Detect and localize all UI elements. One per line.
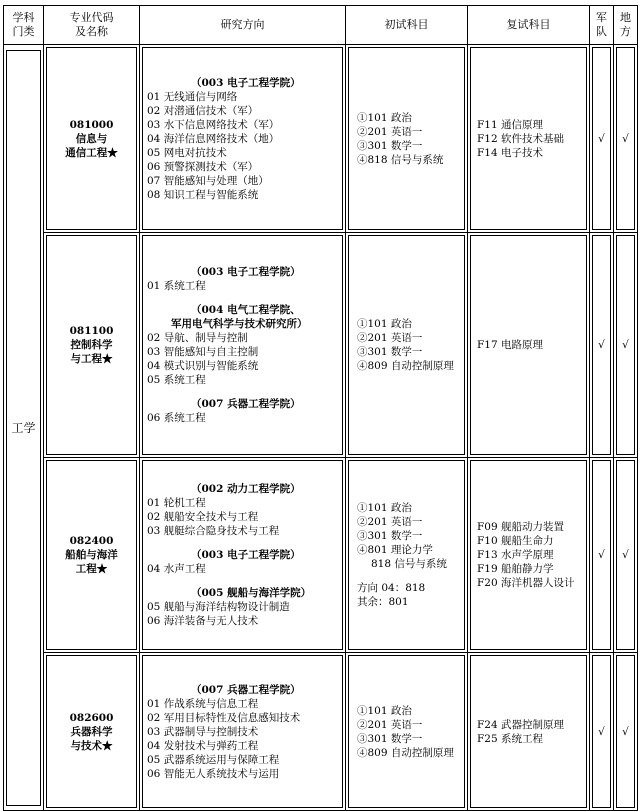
direction-item: 03 武器制导与控制技术 — [147, 725, 259, 738]
re-exam-item: F11 通信原理 — [477, 118, 543, 131]
re-exam-item: F12 软件技术基础 — [477, 132, 564, 145]
initial-exam-item: ①101 政治 — [357, 111, 412, 124]
spacer — [147, 387, 342, 397]
major-code: 081000 — [69, 118, 114, 131]
major-name-line: 通信工程★ — [65, 146, 118, 159]
major-name-line: 与技术★ — [70, 739, 113, 752]
major-cell — [44, 458, 140, 653]
initial-exam-item: 818 信号与系统 — [371, 558, 447, 570]
spacer — [147, 538, 342, 548]
military-box — [592, 235, 611, 455]
header-re-exam: 复试科目 — [468, 6, 590, 45]
initial-exam-item: ④818 信号与系统 — [357, 153, 444, 166]
re-exam-cell — [468, 458, 590, 653]
header-initial-exam: 初试科目 — [346, 6, 468, 45]
spacer — [147, 293, 342, 303]
military-box — [592, 655, 611, 808]
direction-item: 02 对潜通信技术（军） — [147, 104, 259, 117]
direction-item: 02 舰船安全技术与工程 — [147, 511, 259, 523]
school-label: （003 电子工程学院） — [191, 76, 301, 89]
major-box — [46, 460, 137, 650]
re-exam-cell — [468, 45, 590, 233]
major-cell — [44, 45, 140, 233]
header-direction: 研究方向 — [140, 6, 346, 45]
initial-exam-item: ①101 政治 — [357, 502, 412, 514]
initial-exam-item: ①101 政治 — [357, 318, 412, 330]
re-exam-item: F10 舰船生命力 — [477, 535, 554, 547]
initial-exam-item: ③301 数学一 — [357, 732, 423, 745]
major-box — [46, 655, 137, 808]
major-name-line: 兵器科学 — [70, 725, 113, 738]
military-cell — [590, 45, 614, 233]
direction-item: 01 作战系统与信息工程 — [147, 697, 259, 710]
direction-item: 06 预警探测技术（军） — [147, 160, 259, 173]
direction-box — [142, 47, 343, 230]
school-label: （007 兵器工程学院） — [191, 398, 301, 410]
direction-item: 05 网电对抗技术 — [147, 146, 227, 159]
direction-item: 06 海洋装备与无人技术 — [147, 615, 259, 627]
major-name-line: 信息与 — [75, 132, 108, 145]
initial-exam-item: 方向 04：818 — [357, 582, 426, 594]
re-exam-cell — [468, 653, 590, 811]
major-name-line: 工程★ — [75, 563, 108, 575]
initial-exam-box — [348, 460, 465, 650]
direction-item: 03 智能感知与自主控制 — [147, 346, 259, 358]
header-category — [4, 6, 44, 45]
header-military-l2: 队 — [596, 25, 607, 38]
header-category-l1: 学科 — [12, 11, 35, 24]
initial-exam-item: ④801 理论力学 — [357, 544, 433, 556]
military-check: √ — [598, 725, 605, 738]
local-check: √ — [622, 132, 629, 145]
header-row — [4, 6, 638, 45]
initial-exam-item: ④809 自动控制原理 — [357, 360, 454, 372]
re-exam-box — [470, 235, 587, 455]
direction-box — [142, 235, 343, 455]
military-check: √ — [598, 339, 605, 351]
initial-exam-box — [348, 235, 465, 455]
re-exam-cell — [468, 233, 590, 458]
initial-exam-cell — [346, 233, 468, 458]
direction-item: 01 轮机工程 — [147, 497, 206, 509]
local-cell — [614, 233, 638, 458]
school-label: （005 舰船与海洋学院） — [191, 587, 312, 599]
major-cell — [44, 233, 140, 458]
direction-item: 04 模式识别与智能系统 — [147, 360, 259, 372]
table-row — [4, 233, 638, 458]
initial-exam-item: ②201 英语一 — [357, 516, 423, 528]
direction-cell — [140, 233, 346, 458]
direction-item: 05 系统工程 — [147, 374, 206, 386]
major-box — [46, 235, 137, 455]
direction-cell — [140, 45, 346, 233]
military-cell — [590, 653, 614, 811]
direction-item: 06 智能无人系统技术与运用 — [147, 767, 280, 780]
initial-exam-item: 其余：801 — [357, 596, 409, 608]
school-label: （007 兵器工程学院） — [191, 683, 301, 696]
initial-exam-item: ①101 政治 — [357, 704, 412, 717]
local-cell — [614, 653, 638, 811]
military-cell — [590, 233, 614, 458]
direction-item: 01 系统工程 — [147, 280, 206, 292]
major-cell — [44, 653, 140, 811]
re-exam-item: F24 武器控制原理 — [477, 718, 564, 731]
major-name-line: 控制科学 — [70, 339, 113, 351]
re-exam-box — [470, 655, 587, 808]
initial-exam-item: ②201 英语一 — [357, 125, 423, 138]
major-name-line: 船舶与海洋 — [65, 549, 118, 561]
table-row — [4, 458, 638, 653]
local-box — [616, 655, 635, 808]
re-exam-item: F20 海洋机器人设计 — [477, 577, 575, 589]
school-label: （003 电子工程学院） — [191, 266, 301, 278]
direction-item: 03 水下信息网络技术（军） — [147, 118, 280, 131]
military-box — [592, 47, 611, 230]
direction-item: 01 无线通信与网络 — [147, 90, 238, 103]
header-category-l2: 门类 — [12, 25, 35, 38]
table-body — [4, 45, 638, 811]
header-code-name-l2: 及名称 — [75, 25, 108, 38]
direction-item: 04 水声工程 — [147, 563, 206, 575]
direction-item: 08 知识工程与智能系统 — [147, 188, 259, 201]
direction-cell — [140, 458, 346, 653]
local-box — [616, 460, 635, 650]
initial-exam-item: ②201 英语一 — [357, 332, 423, 344]
local-check: √ — [622, 339, 629, 351]
direction-item: 04 海洋信息网络技术（地） — [147, 132, 280, 145]
majors-table — [3, 5, 638, 811]
initial-exam-cell — [346, 45, 468, 233]
re-exam-box — [470, 460, 587, 650]
local-check: √ — [622, 549, 629, 561]
direction-item: 03 舰艇综合隐身技术与工程 — [147, 525, 280, 537]
military-check: √ — [598, 132, 605, 145]
header-code-name-l1: 专业代码 — [69, 11, 114, 24]
category-label: 工学 — [11, 420, 36, 435]
spacer — [357, 571, 464, 581]
initial-exam-box — [348, 655, 465, 808]
military-cell — [590, 458, 614, 653]
direction-box — [142, 655, 343, 808]
initial-exam-item: ③301 数学一 — [357, 346, 423, 358]
school-label: （004 电气工程学院、 — [191, 304, 301, 316]
school-label: 军用电气科学与技术研究所） — [171, 318, 308, 330]
local-cell — [614, 458, 638, 653]
table-row — [4, 45, 638, 233]
re-exam-item: F09 舰船动力装置 — [477, 521, 564, 533]
category-box — [6, 50, 41, 806]
major-code: 081100 — [69, 325, 114, 337]
header-military — [590, 6, 614, 45]
major-code: 082600 — [69, 711, 114, 724]
direction-item: 02 导航、制导与控制 — [147, 332, 248, 344]
initial-exam-item: ③301 数学一 — [357, 139, 423, 152]
header-local — [614, 6, 638, 45]
initial-exam-item: ③301 数学一 — [357, 530, 423, 542]
direction-item: 02 军用目标特性及信息感知技术 — [147, 711, 301, 724]
direction-item: 06 系统工程 — [147, 412, 206, 424]
spacer — [147, 576, 342, 586]
initial-exam-item: ②201 英语一 — [357, 718, 423, 731]
direction-item: 05 武器系统运用与保障工程 — [147, 753, 280, 766]
major-name-line: 与工程★ — [70, 353, 113, 365]
re-exam-item: F14 电子技术 — [477, 146, 543, 159]
major-box — [46, 47, 137, 230]
re-exam-item: F25 系统工程 — [477, 732, 543, 745]
header-local-l1: 地 — [620, 11, 631, 24]
table-row — [4, 653, 638, 811]
direction-item: 04 发射技术与弹药工程 — [147, 739, 259, 752]
header-local-l2: 方 — [620, 25, 631, 38]
header-military-l1: 军 — [596, 11, 607, 24]
header-code-name — [44, 6, 140, 45]
initial-exam-box — [348, 47, 465, 230]
local-box — [616, 47, 635, 230]
initial-exam-item: ④809 自动控制原理 — [357, 746, 454, 759]
direction-box — [142, 460, 343, 650]
military-check: √ — [598, 549, 605, 561]
direction-item: 07 智能感知与处理（地） — [147, 174, 269, 187]
direction-item: 05 舰船与海洋结构物设计制造 — [147, 601, 290, 613]
category-cell — [4, 45, 44, 811]
re-exam-item: F13 水声学原理 — [477, 549, 554, 561]
re-exam-item: F19 船舶静力学 — [477, 563, 554, 575]
local-cell — [614, 45, 638, 233]
local-check: √ — [622, 725, 629, 738]
military-box — [592, 460, 611, 650]
direction-cell — [140, 653, 346, 811]
local-box — [616, 235, 635, 455]
initial-exam-cell — [346, 653, 468, 811]
school-label: （002 动力工程学院） — [191, 483, 301, 495]
re-exam-box — [470, 47, 587, 230]
initial-exam-cell — [346, 458, 468, 653]
major-code: 082400 — [69, 535, 114, 547]
re-exam-item: F17 电路原理 — [477, 339, 543, 351]
school-label: （003 电子工程学院） — [191, 549, 301, 561]
